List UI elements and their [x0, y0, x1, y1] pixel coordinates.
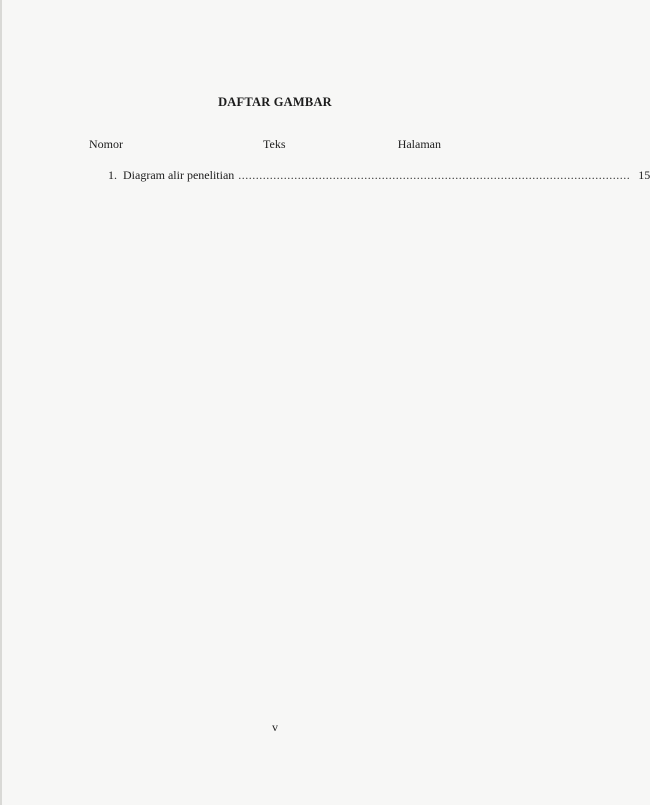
entry-label: Diagram alir penelitian [123, 168, 235, 182]
entry-number: 1. [108, 168, 117, 182]
page-edge [0, 0, 2, 805]
column-header-row [89, 137, 441, 153]
column-header-teks: Teks [263, 137, 286, 151]
column-header-halaman: Halaman [397, 137, 441, 151]
column-header-nomor: Nomor [89, 137, 123, 151]
entry-page-number: 15 [638, 168, 650, 182]
dot-leader: ................................................................................................................ [238, 168, 631, 182]
page-number: v [272, 720, 278, 734]
page-title: DAFTAR GAMBAR [218, 95, 332, 109]
list-item [108, 168, 650, 184]
